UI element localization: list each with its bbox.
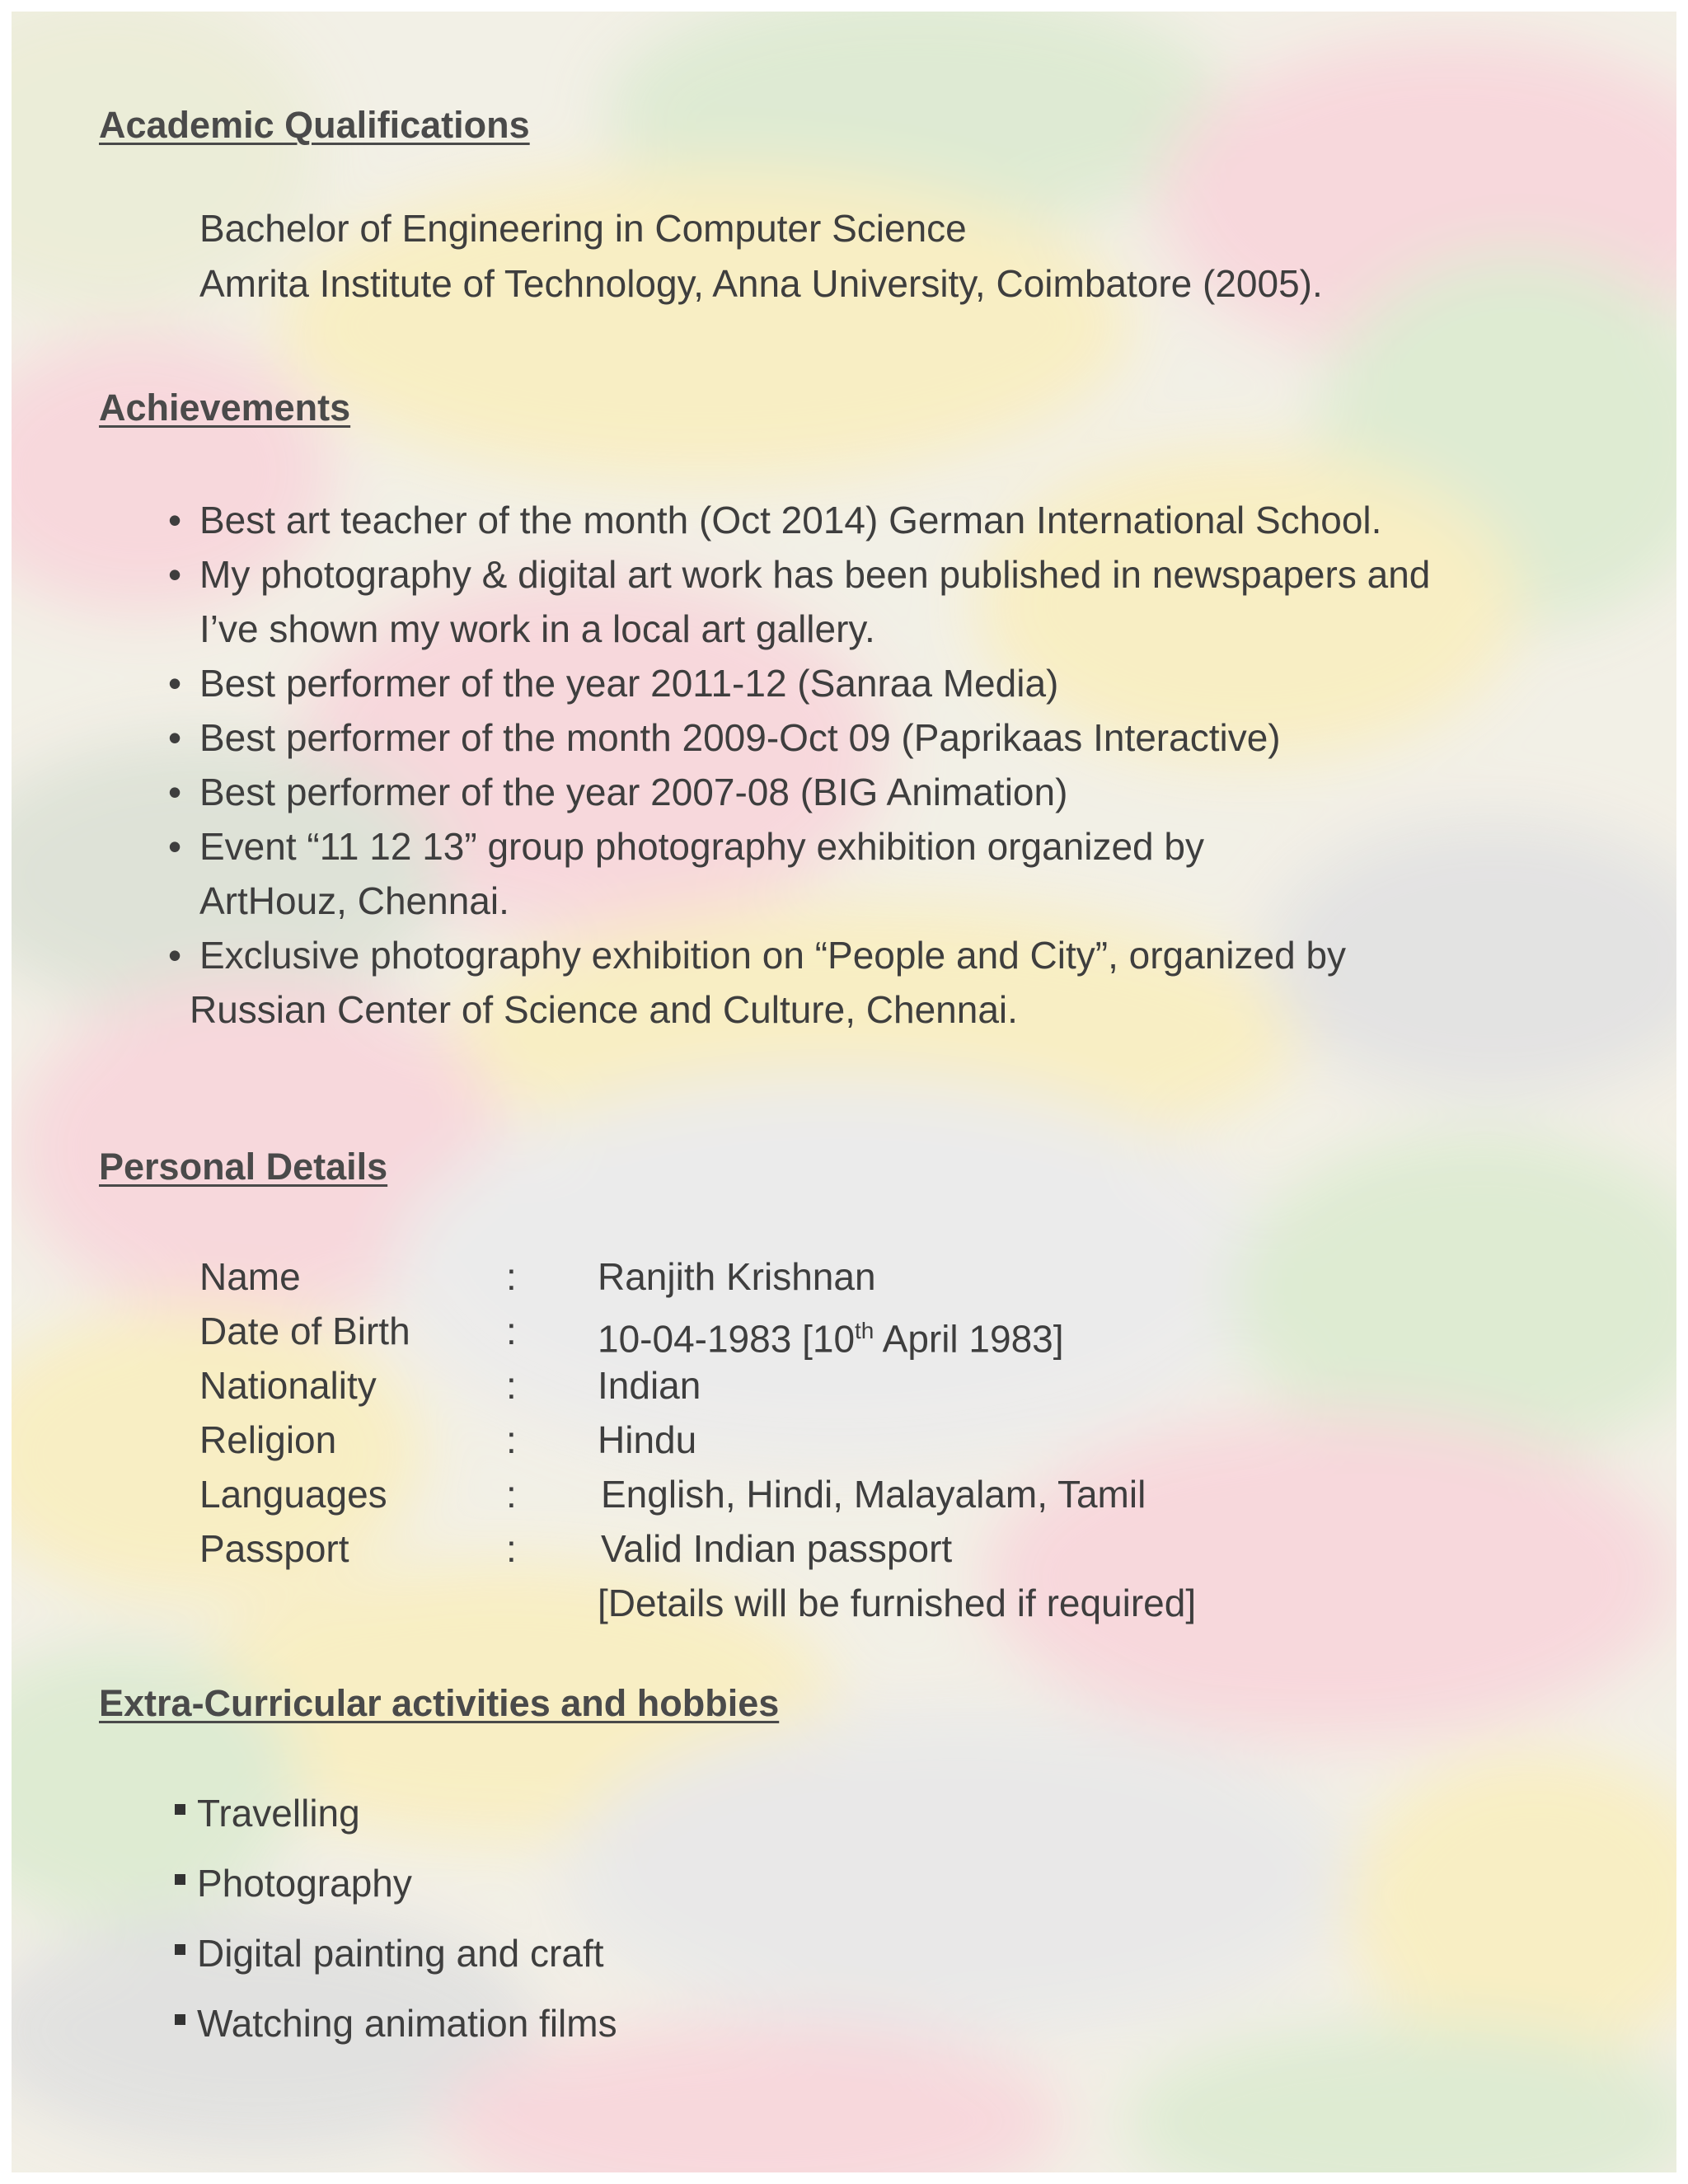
- bullet-icon: •: [168, 499, 182, 541]
- achievement-item: • My photography & digital art work has been published in newspapers and I’ve shown my work in a local art gallery.: [168, 547, 1430, 656]
- hobby-item: Travelling: [175, 1786, 360, 1840]
- hobby-item: Digital painting and craft: [175, 1926, 604, 1980]
- bullet-icon: •: [168, 934, 182, 977]
- achievement-item: • Best art teacher of the month (Oct 2014) German International School.: [168, 493, 1381, 547]
- resume-content: Academic Qualifications Bachelor of Engineering in Computer Science Amrita Institute of Technology, Anna University, Coimbatore (2005). Achievements • Best art teacher of the month (Oct 2014) German International School. • My photography & digital art work has been published in newspapers and I’ve shown my work in a local art gallery. • Best performer of the year 2011-12 (Sanraa Media) • Best performer of the month 2009-Oct 09 (Paprikaas Interactive) • Best performer of the year 2007-08 (BIG Animation) • Event “11 12 13” group photography exhibition organized by ArtHouz, Chennai. • Exclusive photography exhibition on “People and City”, organized by Russian Center of Science and Culture, Chennai. Personal Details Name : Ranjith Krishnan Date of Birth : 10-04-1983 [10th April 1983] Nationality : Indian Religion : Hindu Languages : English, Hindi, Malayalam, Tamil Passport : Valid Indian passport [Details will be furnished if required] Extra-Curricular activities and hobbies Travelling Photography Digital painting and craft Watching animation films: [12, 12, 1676, 2172]
- academic-heading: Academic Qualifications: [99, 104, 530, 146]
- square-bullet-icon: [175, 2014, 185, 2025]
- hobby-item: Photography: [175, 1856, 412, 1910]
- square-bullet-icon: [175, 1874, 185, 1885]
- square-bullet-icon: [175, 1804, 185, 1815]
- achievements-heading: Achievements: [99, 387, 351, 429]
- bullet-icon: •: [168, 825, 182, 868]
- institute-line: Amrita Institute of Technology, Anna University, Coimbatore (2005).: [199, 262, 1323, 305]
- resume-page: [12, 12, 1676, 2172]
- achievement-item: • Exclusive photography exhibition on “People and City”, organized by Russian Center of Science and Culture, Chennai.: [168, 928, 1346, 1037]
- achievement-item: • Best performer of the month 2009-Oct 09 (Paprikaas Interactive): [168, 710, 1281, 765]
- bullet-icon: •: [168, 716, 182, 759]
- personal-heading: Personal Details: [99, 1146, 388, 1188]
- hobbies-heading: Extra-Curricular activities and hobbies: [99, 1682, 780, 1724]
- achievement-item: • Best performer of the year 2007-08 (BIG Animation): [168, 765, 1067, 819]
- achievement-item: • Event “11 12 13” group photography exhibition organized by ArtHouz, Chennai.: [168, 819, 1204, 928]
- bullet-icon: •: [168, 662, 182, 705]
- achievement-item: • Best performer of the year 2011-12 (Sanraa Media): [168, 656, 1058, 710]
- bullet-icon: •: [168, 553, 182, 596]
- degree-line: Bachelor of Engineering in Computer Science: [199, 207, 967, 250]
- hobby-item: Watching animation films: [175, 1996, 617, 2050]
- bullet-icon: •: [168, 771, 182, 813]
- square-bullet-icon: [175, 1944, 185, 1955]
